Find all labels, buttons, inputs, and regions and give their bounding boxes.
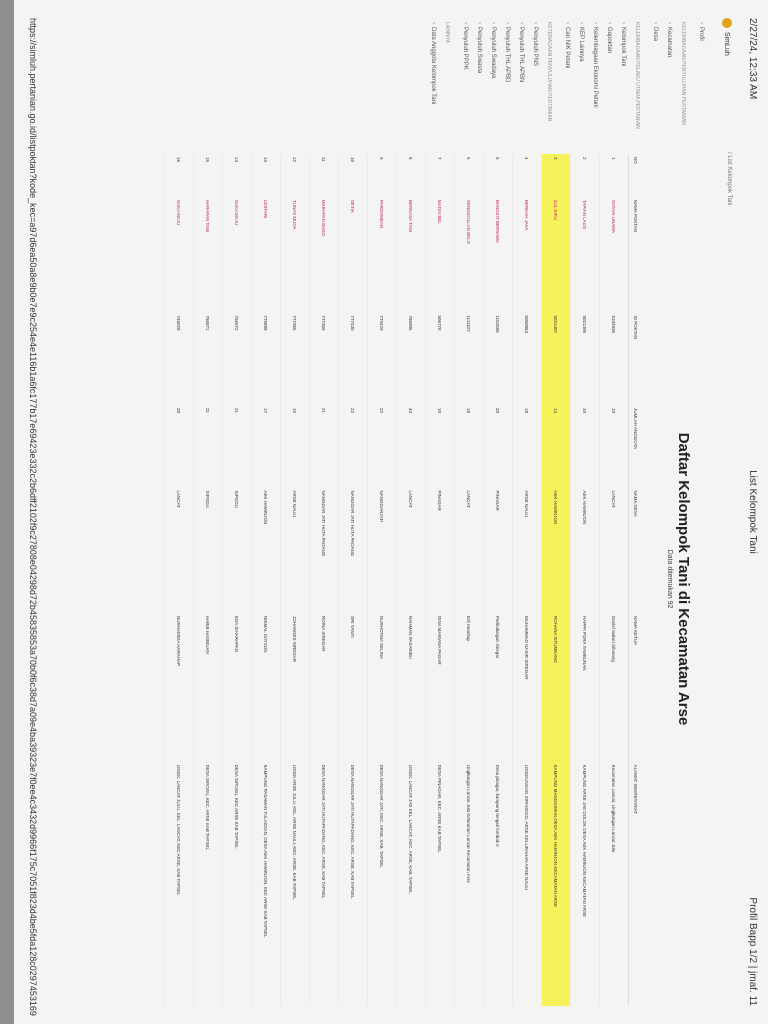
poktan-name-link[interactable]: MARAPAN BAGO (310, 197, 339, 313)
chevron-right-icon: › (430, 22, 436, 24)
table-cell: KAMPUNG PASAMAN TULAIDIAN, DESA AEK HAMINJON, KEC ARSE KAB TAPSEL (252, 762, 281, 1006)
poktan-name-link[interactable]: PARDAMEAN (368, 197, 397, 313)
print-footer (24, 18, 38, 1018)
chevron-right-icon: › (578, 22, 584, 24)
sidebar-item[interactable] (458, 18, 472, 146)
table-cell: DESA NANGGAR JATI, KEC. ARSE, KAB. TAPSEL (368, 762, 397, 1006)
printed-page (14, 0, 768, 1024)
table-cell: 4 (513, 154, 542, 197)
table-cell: DESA NANGGAR JATI HUTAPADANG, KEC. ARSE, KAB TAPSEL (339, 762, 368, 1006)
table-cell: DESA NANGGAR JATI HUTAPADANG, KEC. ARSE, KAB TAPSEL (310, 762, 339, 1006)
chevron-right-icon: › (490, 22, 496, 24)
column-header[interactable]: NAMA POKTAN (629, 197, 643, 313)
column-header[interactable]: NAMA KETUA (629, 613, 643, 762)
table-cell: 755871 (194, 313, 223, 405)
chevron-right-icon: › (504, 22, 510, 24)
table-cell: 16 (165, 154, 194, 197)
table-cell: 5 (484, 154, 513, 197)
chevron-right-icon: › (518, 22, 524, 24)
table-cell: 777355 (281, 313, 310, 405)
poktan-name-link[interactable]: HARAPAN TANI (194, 197, 223, 313)
sidebar-item-label: Penyuluh THL APBN (518, 27, 524, 83)
main-content (42, 152, 738, 1006)
sidebar-item-label: Desa (652, 27, 658, 42)
table-cell: 1 (600, 154, 629, 197)
table-cell: 776888 (252, 313, 281, 405)
table-cell: 8 (397, 154, 426, 197)
table-cell: KAMPUNG MANGGIWAN DESA AEK HAMINJON KECAMATAN ARSE (542, 762, 571, 1006)
chevron-right-icon: › (532, 22, 538, 24)
table-cell: Kecamatan Lancat, Lingkungan Lancat Julu (600, 762, 629, 1006)
table-cell: 779429 (368, 313, 397, 405)
table-cell: 777430 (339, 313, 368, 405)
sidebar-item-label: Penyuluh PPPK (462, 27, 468, 70)
sidebar-item-label: Kelembagaan Ekonomi Petani (592, 27, 598, 108)
sidebar-item[interactable] (472, 18, 486, 146)
table-cell: 786005 (397, 313, 426, 405)
table-cell: NURHOTMA SELINA (368, 613, 397, 762)
table-row (426, 154, 455, 1006)
sidebar-item[interactable] (588, 18, 602, 146)
table-cell: HABIB HASIBUAN (194, 613, 223, 762)
sidebar-item-label: KEP Lainnya (578, 27, 584, 62)
sidebar-item-label: LAINNYA (444, 22, 450, 44)
table-cell: 1111527 (455, 313, 484, 405)
column-header[interactable]: ALAMAT SEKRETARIAT (629, 762, 643, 1006)
table-cell: 20 (484, 405, 513, 488)
table-cell: ARSE NAULI (513, 488, 542, 613)
table-cell: 3 (542, 154, 571, 197)
table-cell: AEK HAMINJON (542, 488, 571, 613)
table-cell: NIKMAL DAYSON (252, 613, 281, 762)
table-cell: ROINA SIREGAR (310, 613, 339, 762)
table-cell: SRI YANTI (339, 613, 368, 762)
table-cell: AEK HAMINJON (252, 488, 281, 613)
sidebar-section (630, 18, 648, 146)
table-cell: NURHAMIDA HARAHAP (165, 613, 194, 762)
sidebar-item[interactable] (574, 18, 588, 146)
table-row (281, 154, 310, 1006)
table-row (600, 154, 629, 1006)
table-row (484, 154, 513, 1006)
sidebar-item-label: Profil (698, 27, 704, 41)
sidebar-item[interactable] (602, 18, 616, 146)
chevron-right-icon: › (564, 22, 570, 24)
sidebar-item[interactable] (528, 18, 542, 146)
table-cell: 43 (397, 405, 426, 488)
table-cell: 756972 (223, 313, 252, 405)
poktan-name-link[interactable]: BERKASA TANI (397, 197, 426, 313)
sidebar-item[interactable] (514, 18, 528, 146)
poktan-name-link[interactable]: LESTARI (252, 197, 281, 313)
table-cell: PINAGAR (426, 488, 455, 613)
table-cell: 5021406 (571, 313, 600, 405)
table-cell: 21 (310, 405, 339, 488)
table-cell: LINGK ARSE JULU, KEL. ARSE NAULI, KEC. ARSE, KAB TAPSEL (281, 762, 310, 1006)
table-cell: 13 (252, 154, 281, 197)
table-cell: SIPOGU (194, 488, 223, 613)
column-header[interactable]: NO (629, 154, 643, 197)
sidebar-section (542, 18, 560, 146)
chevron-right-icon: › (652, 22, 658, 24)
table-cell: HAPPA PORA TAMBUNAN (571, 613, 600, 762)
table-cell: 1152606 (484, 313, 513, 405)
chevron-right-icon: › (592, 22, 598, 24)
table-cell: 14 (223, 154, 252, 197)
print-doc-title: List Kelompok Tani (747, 470, 758, 554)
column-header[interactable]: ID POKTAN (629, 313, 643, 405)
table-cell: NANGGARJATI (368, 488, 397, 613)
table-cell: 5104936 (600, 313, 629, 405)
table-cell: LANCAT (600, 488, 629, 613)
print-url: https://simluh.pertanian.go.id/listpoktan?kode_kec=a97d6ea50a8e9b0e7e9c254e4e116b1a6fc177b17e69423e332c2b6dff2102f9c27808e04298d72b45835853a70b0f6c38d7a09e4ba39323e7f0ee4c3432d9966f175c7051f823d4be5fda128c0297453169 (28, 18, 38, 1016)
table-cell: 22 (339, 405, 368, 488)
sidebar-item[interactable] (694, 18, 708, 146)
table-row (165, 154, 194, 1006)
table-cell: 745028 (165, 313, 194, 405)
table-cell: 14 (542, 405, 571, 488)
table-cell: ROHANA SITUMEANG (542, 613, 571, 762)
table-cell: 18 (513, 405, 542, 488)
brand-name: SimLuh (723, 32, 731, 56)
sidebar-item-label: Penyuluh Swasta (476, 27, 482, 74)
table-cell: 15 (194, 154, 223, 197)
chevron-right-icon: › (698, 22, 704, 24)
breadcrumb[interactable]: / List Kelompok Tani (726, 152, 732, 206)
table-cell: 17 (252, 405, 281, 488)
poktan-name-link[interactable]: BANGKIT BERSAMA (484, 197, 513, 313)
app-window (42, 18, 738, 1006)
sidebar-item-label: Data Anggota Kelompok Tani (430, 27, 436, 105)
table-cell: 5050853 (513, 313, 542, 405)
poktan-name-link[interactable]: ZUL KIFLI (542, 197, 571, 313)
sidebar-item-label: Kecamatan (666, 27, 672, 58)
table-row (455, 154, 484, 1006)
sidebar-item[interactable] (616, 18, 630, 146)
table-cell: 19 (281, 405, 310, 488)
table-cell: Daniel Sukari Sihotang (600, 613, 629, 762)
print-header (742, 18, 758, 1006)
chevron-right-icon: › (476, 22, 482, 24)
sidebar-item-label: Penyuluh Swadaya (490, 27, 496, 79)
sidebar-item-label: Gapoktan (606, 27, 612, 54)
print-datetime: 2/27/24, 12:33 AM (747, 18, 758, 100)
table-cell: 10 (426, 405, 455, 488)
table-cell: 21 (223, 405, 252, 488)
table-cell: LANCAT (397, 488, 426, 613)
table-cell: 6 (455, 154, 484, 197)
poktan-name-link[interactable]: SENGGOLLAN BELO (455, 197, 484, 313)
sidebar-item[interactable] (426, 18, 440, 146)
table-body (165, 154, 629, 1006)
poktan-name-link[interactable]: TUNAS MUDA (281, 197, 310, 313)
brand[interactable] (722, 18, 732, 146)
print-page-number: Profil Bapp 1/2 | jmaf. 11 (747, 897, 758, 1006)
table-cell: ARSE NAULI (281, 488, 310, 613)
sidebar-item[interactable] (500, 18, 514, 146)
column-header[interactable]: NAMA DESA (629, 488, 643, 613)
table-cell: RAHMAN PASARIBU (397, 613, 426, 762)
table-row (194, 154, 223, 1006)
table-cell: 21 (194, 405, 223, 488)
sidebar (42, 18, 738, 146)
chevron-right-icon: › (606, 22, 612, 24)
table-cell: JOHANNES SIREGAR (281, 613, 310, 762)
table-cell: Erli Harahap (455, 613, 484, 762)
table-cell: EDA SIHARAPAN (223, 613, 252, 762)
table-row (368, 154, 397, 1006)
chevron-right-icon: › (666, 22, 672, 24)
table-cell: LANCAT (165, 488, 194, 613)
sidebar-item[interactable] (560, 18, 574, 146)
table-row (310, 154, 339, 1006)
poktan-name-link[interactable]: BERKAH JAYA (513, 197, 542, 313)
sidebar-item[interactable] (648, 18, 662, 146)
page-title: Daftar Kelompok Tani di Kecamatan Arse (675, 432, 692, 726)
table-cell: 10 (339, 154, 368, 197)
sidebar-item-label: KELEMBAGAAN PENYULUHAN PERTANIAN (680, 22, 686, 125)
sidebar-item[interactable] (486, 18, 500, 146)
poktan-table-wrapper (164, 154, 642, 1006)
table-cell: SIPOGU (223, 488, 252, 613)
table-cell: 18 (455, 405, 484, 488)
poktan-name-link[interactable]: TAPIAN LAOS (571, 197, 600, 313)
poktan-name-link[interactable]: SUKA MAJU (223, 197, 252, 313)
table-row (252, 154, 281, 1006)
table-cell: DINA MARIANA PAGAR (426, 613, 455, 762)
table-cell: NANGGAR JATI HUTA PADANG (310, 488, 339, 613)
sidebar-item-label: Kelompok Tani (620, 27, 626, 67)
sidebar-item-label: KETENAGAAN PENYULUHAN PERTANIAN (546, 22, 552, 122)
table-cell: LANCAT (455, 488, 484, 613)
table-cell: 12 (281, 154, 310, 197)
poktan-name-link[interactable]: SETIA (339, 197, 368, 313)
table-cell: LINGK. LANCAT JAE KEL. LANCAT, KEC. ARSE, KAB. TAPSEL (397, 762, 426, 1006)
table-cell: 11 (310, 154, 339, 197)
table-cell: Desa pinagar, kampung tengah lombok II (484, 762, 513, 1006)
table-cell: PINAGAR (484, 488, 513, 613)
table-row (339, 154, 368, 1006)
table-cell: DESA SIPOGU, KEC. ARSE KAB TAPSEL (194, 762, 223, 1006)
sidebar-item-label: Cari NIK Petani (564, 27, 570, 69)
sidebar-item-label: KELEMBAGAAN PELAKU UTAMA PERTANIAN (634, 22, 640, 129)
table-cell: 20 (165, 405, 194, 488)
table-row (397, 154, 426, 1006)
table-row (223, 154, 252, 1006)
table-cell: NANGGAR JATI HUTA PADANG (339, 488, 368, 613)
table-cell: LINGK. LANCAT JULU, KEL. LANCAT, KEC ARSE, KAB TAPSEL (165, 762, 194, 1006)
table-cell: 777359 (310, 313, 339, 405)
table-cell: KAMPUNG ARSE JAE DOLOK DESA AEK HAMINJON KECAMATAN ARSE (571, 762, 600, 1006)
table-row (542, 154, 571, 1006)
table-cell: AEK HAMINJON (571, 488, 600, 613)
chevron-right-icon: › (620, 22, 626, 24)
table-row (513, 154, 542, 1006)
result-count: Data ditemukan 92 (666, 549, 673, 609)
table-cell: 5021407 (542, 313, 571, 405)
table-cell: 506778 (426, 313, 455, 405)
table-cell: DESA PINAGAR, KEC. ARSE KAB TAPSEL (426, 762, 455, 1006)
sidebar-item[interactable] (662, 18, 676, 146)
table-cell: 2 (571, 154, 600, 197)
sidebar-section (440, 18, 458, 146)
simluh-logo-icon (722, 18, 732, 28)
sidebar-section (676, 18, 694, 146)
scanned-paper (14, 0, 768, 1024)
table-header-row (629, 154, 643, 1006)
table-cell: 9 (368, 154, 397, 197)
chevron-right-icon: › (462, 22, 468, 24)
table-cell: Parlindungan Siregar (484, 613, 513, 762)
poktan-name-link[interactable]: SUKA MAJU (165, 197, 194, 313)
table-cell: MUHAMMAD NASIR SIREGAR (513, 613, 542, 762)
poktan-name-link[interactable]: SATAHI UNAMA (600, 197, 629, 313)
table-cell: 10 (600, 405, 629, 488)
table-cell: Lingkungan Lancat Julu Kelurahan Lancat Kecamatan Arse (455, 762, 484, 1006)
table-cell: LINGKUNGAN SIPANGGO, ARSE KELURAHAN ARSE NAULI (513, 762, 542, 1006)
table-row (571, 154, 600, 1006)
column-header[interactable]: JUMLAH ANGGOTA (629, 405, 643, 488)
table-cell: DESA SIPOGU, KEC ARSE KAB TAPSEL (223, 762, 252, 1006)
poktan-name-link[interactable]: MADAI BEL (426, 197, 455, 313)
table-cell: 10 (571, 405, 600, 488)
sidebar-item-label: Penyuluh PNS (532, 27, 538, 67)
poktan-table (164, 154, 642, 1006)
table-cell: 7 (426, 154, 455, 197)
sidebar-item-label: Penyuluh THL APBD (504, 27, 510, 83)
sidebar-menu (426, 18, 708, 146)
table-cell: 22 (368, 405, 397, 488)
